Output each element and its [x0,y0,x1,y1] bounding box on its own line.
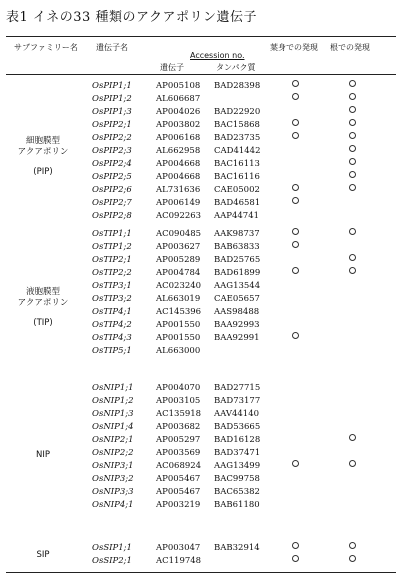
gene-name: OsTIP2;2 [92,268,132,278]
gene-name: OsTIP5;1 [92,346,132,356]
accession-gene: AC145396 [156,307,202,317]
accession-protein: BAB63833 [214,242,260,252]
leaf-expression-circle-icon [292,132,299,139]
root-expression-circle-icon [349,228,356,235]
table-row [0,408,400,421]
accession-protein: BAC16113 [214,159,260,169]
header-acc-gene: 遺伝子 [160,63,184,72]
leaf-expression-circle-icon [292,228,299,235]
accession-gene: AL663019 [156,294,201,304]
gene-name: OsPIP2;5 [92,172,132,182]
accession-protein: CAD41442 [214,146,261,156]
table-row [0,499,400,512]
gene-name: OsPIP1;2 [92,94,132,104]
gene-name: OsPIP2;8 [92,211,132,221]
accession-gene: AP006149 [156,198,201,208]
accession-gene: AC090485 [156,229,202,239]
accession-gene: AP003569 [156,448,201,458]
bottom-rule [6,572,396,573]
leaf-expression-circle-icon [292,542,299,549]
table-row [0,106,400,119]
accession-gene: AP004026 [156,107,201,117]
accession-protein: BAA92991 [214,333,260,343]
table-row [0,228,400,241]
accession-gene: AP003105 [156,396,201,406]
table-row [0,80,400,93]
accession-gene: AC023240 [156,281,202,291]
root-expression-circle-icon [349,80,356,87]
accession-gene: AC135918 [156,409,202,419]
gene-name: OsPIP1;3 [92,107,132,117]
accession-protein: BAC15868 [214,120,260,130]
root-expression-circle-icon [349,555,356,562]
root-expression-circle-icon [349,106,356,113]
accession-gene: AP005289 [156,255,201,265]
accession-gene: AP004668 [156,172,201,182]
leaf-expression-circle-icon [292,197,299,204]
gene-name: OsNIP2;2 [92,448,134,458]
gene-name: OsNIP1;1 [92,383,134,393]
accession-protein: BAD28398 [214,81,261,91]
accession-protein: AAG13499 [214,461,261,471]
header-gene-name: 遺伝子名 [96,43,128,52]
table-row [0,395,400,408]
accession-protein: BAD61899 [214,268,261,278]
accession-protein: BAD23735 [214,133,261,143]
accession-gene: AL731636 [156,185,201,195]
leaf-expression-circle-icon [292,184,299,191]
gene-name: OsNIP3;2 [92,474,134,484]
table-row [0,434,400,447]
accession-gene: AP005297 [156,435,201,445]
gene-name: OsPIP2;6 [92,185,132,195]
accession-gene: AP003047 [156,543,201,553]
accession-protein: AAG13544 [214,281,261,291]
table-row [0,332,400,345]
gene-name: OsTIP1;2 [92,242,132,252]
table-row [0,486,400,499]
table-row [0,421,400,434]
gene-name: OsPIP2;2 [92,133,132,143]
root-expression-circle-icon [349,93,356,100]
accession-gene: AL606687 [156,94,201,104]
accession-gene: AP003219 [156,500,201,510]
top-rule [6,36,396,37]
accession-protein: BAD53665 [214,422,261,432]
gene-name: OsTIP4;1 [92,307,132,317]
gene-name: OsPIP2;3 [92,146,132,156]
accession-protein: BAC99758 [214,474,260,484]
gene-name: OsTIP2;1 [92,255,132,265]
header-acc-protein: タンパク質 [216,63,256,72]
accession-protein: BAB61180 [214,500,260,510]
table-row [0,473,400,486]
accession-protein: BAD46581 [214,198,261,208]
header-subfamily: サブファミリー名 [14,43,78,52]
table-row [0,345,400,358]
accession-protein: CAE05002 [214,185,260,195]
accession-gene: AP001550 [156,333,201,343]
leaf-expression-circle-icon [292,119,299,126]
gene-name: OsNIP3;1 [92,461,134,471]
gene-name: OsPIP2;7 [92,198,132,208]
gene-name: OsPIP2;4 [92,159,132,169]
root-expression-circle-icon [349,145,356,152]
accession-gene: AP005467 [156,487,201,497]
gene-name: OsNIP2;1 [92,435,134,445]
accession-protein: BAD37471 [214,448,261,458]
accession-protein: AAS98488 [214,307,260,317]
accession-gene: AL663000 [156,346,201,356]
root-expression-circle-icon [349,267,356,274]
accession-protein: AAV44140 [214,409,260,419]
gene-name: OsTIP3;1 [92,281,132,291]
leaf-expression-circle-icon [292,460,299,467]
leaf-expression-circle-icon [292,267,299,274]
gene-name: OsSIP1;1 [92,543,132,553]
accession-protein: BAD27715 [214,383,261,393]
accession-gene: AP005108 [156,81,201,91]
header-accession: Accession no. [190,51,245,60]
table-title: 表1 イネの33 種類のアクアポリン遺伝子 [6,10,258,25]
accession-gene: AP004070 [156,383,201,393]
gene-name: OsTIP4;3 [92,333,132,343]
accession-gene: AP003627 [156,242,201,252]
table-row [0,267,400,280]
table-row [0,197,400,210]
root-expression-circle-icon [349,119,356,126]
accession-protein: BAC16116 [214,172,260,182]
accession-gene: AP001550 [156,320,201,330]
accession-gene: AC092263 [156,211,202,221]
gene-name: OsNIP1;3 [92,409,134,419]
root-expression-circle-icon [349,171,356,178]
leaf-expression-circle-icon [292,80,299,87]
accession-protein: AAK98737 [214,229,260,239]
root-expression-circle-icon [349,434,356,441]
gene-name: OsNIP4;1 [92,500,134,510]
accession-gene: AP006168 [156,133,201,143]
accession-protein: BAD16128 [214,435,261,445]
table-row [0,460,400,473]
table-row [0,254,400,267]
table-row [0,210,400,223]
table-row [0,119,400,132]
table-row [0,382,400,395]
root-expression-circle-icon [349,254,356,261]
gene-name: OsTIP3;2 [92,294,132,304]
leaf-expression-circle-icon [292,241,299,248]
family-label-tip: 液胞膜型 アクアポリン (TIP) [17,287,69,328]
header-rule [6,74,396,75]
accession-gene: AC068924 [156,461,202,471]
gene-name: OsPIP1;1 [92,81,132,91]
accession-protein: AAP44741 [214,211,260,221]
accession-gene: AL662958 [156,146,201,156]
header-leaf-expression: 葉身での発現 [270,43,318,52]
leaf-expression-circle-icon [292,555,299,562]
root-expression-circle-icon [349,460,356,467]
accession-gene: AP004784 [156,268,201,278]
leaf-expression-circle-icon [292,332,299,339]
accession-gene: AP005467 [156,474,201,484]
accession-protein: BAC65382 [214,487,260,497]
leaf-expression-circle-icon [292,93,299,100]
root-expression-circle-icon [349,158,356,165]
table-row [0,93,400,106]
gene-name: OsSIP2;1 [92,556,132,566]
gene-name: OsTIP1;1 [92,229,132,239]
accession-protein: BAD25765 [214,255,261,265]
accession-protein: BAB32914 [214,543,260,553]
family-label-sip: SIP [36,550,50,560]
gene-name: OsNIP1;2 [92,396,134,406]
gene-name: OsTIP4;2 [92,320,132,330]
gene-name: OsNIP1;4 [92,422,134,432]
accession-protein: BAD22920 [214,107,261,117]
accession-gene: AP003802 [156,120,201,130]
accession-gene: AP003682 [156,422,201,432]
family-label-nip: NIP [36,450,50,460]
root-expression-circle-icon [349,184,356,191]
accession-protein: BAD73177 [214,396,261,406]
accession-protein: BAA92993 [214,320,260,330]
root-expression-circle-icon [349,542,356,549]
header-root-expression: 根での発現 [330,43,370,52]
root-expression-circle-icon [349,132,356,139]
accession-gene: AP004668 [156,159,201,169]
gene-name: OsNIP3;3 [92,487,134,497]
family-label-pip: 細胞膜型 アクアポリン (PIP) [17,136,69,177]
table-row [0,184,400,197]
accession-gene: AC119748 [156,556,202,566]
gene-name: OsPIP2;1 [92,120,132,130]
table-row [0,241,400,254]
accession-protein: CAE05657 [214,294,260,304]
